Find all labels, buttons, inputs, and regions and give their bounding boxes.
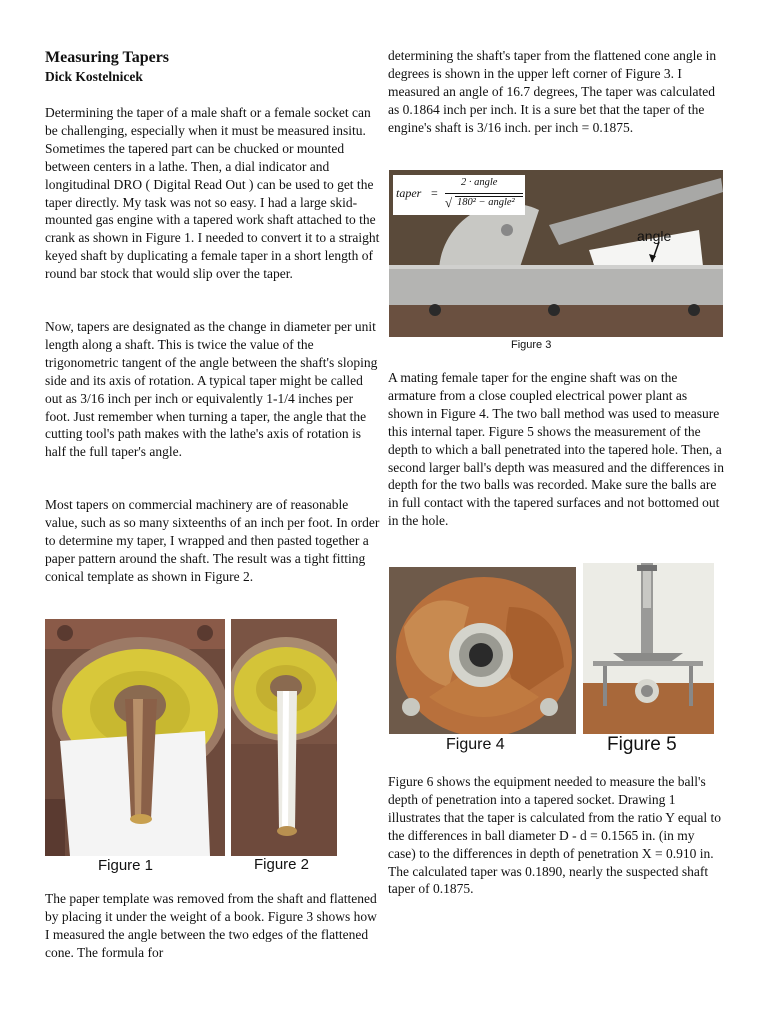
- formula-radical: 180² − angle²: [457, 197, 515, 208]
- figure-1-photo: [45, 619, 225, 856]
- figure-2-photo: [231, 619, 337, 856]
- paragraph-6: A mating female taper for the engine shaft was on the armature from a close coupled electrical power plant as shown in Figure 4. The two ball method was used to measure this internal taper. Figure 5 shows the measurement of the depth to which a ball penetrated into the tapered hole. Then, a second larger ball's depth was measured and the differences in depth for the two balls was recorded. Make sure the balls are in full contact with the tapered surfaces and not bottomed out in the hole.: [388, 370, 724, 529]
- figure-5-photo: [583, 563, 714, 734]
- figure-5-caption: Figure 5: [607, 734, 677, 755]
- article-title: Measuring Tapers: [45, 49, 170, 66]
- sqrt-icon: √: [445, 195, 453, 210]
- taper-formula: [393, 175, 525, 215]
- paragraph-2: Now, tapers are designated as the change in diameter per unit length along a shaft. This is twice the value of the trigonometric tangent of the angle between the shaft's sloping side and its axis of rotation. A typical taper might be called out as 3/16 inch per inch or equivalently 1-1/4 inches per foot. Just remember when turning a taper, the angle that the cutting tool's path makes with the lathe's axis of rotation is half the full taper's angle.: [45, 319, 378, 460]
- figure-3-caption: Figure 3: [511, 339, 552, 351]
- figure-3-photo: [389, 170, 723, 337]
- paragraph-3: Most tapers on commercial machinery are of reasonable value, such as so many sixteenths of an inch per foot. In order to determine my taper, I wrapped and then pasted together a paper pattern around the shaft. The result was a tight fitting conical template as shown in Figure 2.: [45, 497, 380, 584]
- formula-equals: =: [431, 186, 438, 200]
- figure-4-caption: Figure 4: [446, 736, 505, 753]
- formula-numerator: 2 · angle: [461, 177, 498, 188]
- figure-3-angle-label: angle: [637, 228, 672, 244]
- figure-1-caption: Figure 1: [98, 857, 154, 874]
- article-author: Dick Kostelnicek: [45, 69, 143, 84]
- formula-lhs: taper: [396, 186, 422, 200]
- paragraph-4: The paper template was removed from the shaft and flattened by placing it under the weight of a book. Figure 3 shows how I measured the angle between the two edges of the flattened cone. The formula for: [45, 891, 377, 960]
- formula-fraction-bar: [445, 193, 523, 194]
- figure-2-caption: Figure 2: [254, 856, 310, 873]
- paragraph-7: Figure 6 shows the equipment needed to measure the ball's depth of penetration into a tapered socket. Drawing 1 illustrates that the taper is calculated from the ratio Y equal to the differences in ball diameter D - d = 0.1565 in. (in my case) to the differences in depth of penetration X = 0.910 in. The calculated taper was 0.1890, nearly the suspected shaft taper of 0.1875.: [388, 774, 722, 897]
- figure-4-photo: [389, 567, 576, 734]
- paragraph-1: Determining the taper of a male shaft or a female socket can be challenging, especially when it must be measured insitu. Sometimes the tapered part can be chucked or mounted between centers in a lathe. Then, a dial indicator and longitudinal DRO ( Digital Read Out ) can be used to get the taper directly. My task was not so easy. I had a large skid-mounted gas engine with a tapered work shaft attached to the crank as shown in Figure 1. I needed to convert it to a straight keyed shaft by duplicating a female taper in a short length of round bar stock that would slip over the taper.: [45, 105, 380, 282]
- paragraph-5: determining the shaft's taper from the flattened cone angle in degrees is shown in the upper left corner of Figure 3. I measured an angle of 16.7 degrees, The taper was calculated as 0.1864 inch per inch. It is a sure bet that the taper of the engine's shaft is 3/16 inch. per inch = 0.1875.: [388, 48, 717, 135]
